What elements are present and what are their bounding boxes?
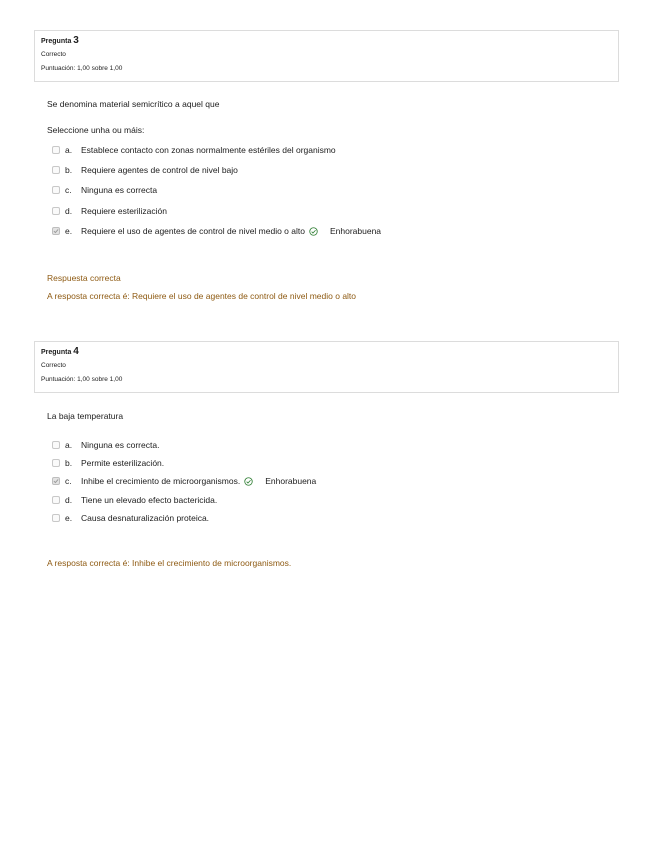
question-info-4 [34,341,619,393]
option-text: Tiene un elevado efecto bactericida. [81,495,218,505]
right-answer: A resposta correcta é: Requiere el uso de agentes de control de nivel medio o alto [47,291,357,301]
option-text: Requiere agentes de control de nivel bajo [81,165,238,175]
option-letter: c. [65,185,72,195]
question-number: 4 [73,346,79,357]
option-text: Ninguna es correcta [81,185,158,195]
question-state: Correcto [41,51,66,58]
checkbox[interactable] [52,146,60,154]
check-circle-icon [244,477,253,486]
option-text: Requiere el uso de agentes de control de nivel medio o alto [81,226,305,236]
option-text: Causa desnaturalización proteica. [81,513,210,523]
option-letter: d. [65,495,73,505]
question-text: La baja temperatura [47,411,124,421]
answer-option-c[interactable] [52,184,157,196]
checkbox[interactable] [52,441,60,449]
checkbox-checked[interactable] [52,227,60,235]
option-letter: a. [65,440,73,450]
question-state: Correcto [41,362,66,369]
answer-option-a[interactable] [52,439,159,451]
option-text: Permite esterilización. [81,458,165,468]
checkbox-checked[interactable] [52,477,60,485]
question-number: 3 [73,35,79,46]
checkbox[interactable] [52,496,60,504]
option-letter: b. [65,165,73,175]
answer-option-d[interactable] [52,494,217,506]
checkbox[interactable] [52,514,60,522]
question-text: Se denomina material semicrítico a aquel que [47,99,220,109]
question-grade: Puntuación: 1,00 sobre 1,00 [41,65,123,72]
general-feedback: Respuesta correcta [47,273,121,283]
answer-feedback: Enhorabuena [329,226,382,236]
answer-option-a[interactable] [52,144,336,156]
option-letter: c. [65,476,72,486]
option-letter: d. [65,206,73,216]
check-circle-icon [309,227,318,236]
question-info-3 [34,30,619,82]
option-letter: e. [65,226,73,236]
option-text: Requiere esterilización [81,206,167,216]
checkbox[interactable] [52,207,60,215]
answer-feedback: Enhorabuena [265,476,317,486]
option-letter: a. [65,145,73,155]
checkmark-icon [53,228,59,234]
answer-option-c[interactable] [52,475,316,487]
checkmark-icon [53,478,59,484]
answer-option-b[interactable] [52,164,238,176]
question-title: Pregunta 4 [41,346,79,357]
option-text: Ninguna es correcta. [81,440,160,450]
option-text: Establece contacto con zonas normalmente estériles del organismo [81,145,336,155]
right-answer: A resposta correcta é: Inhibe el crecimiento de microorganismos. [47,558,292,568]
option-letter: b. [65,458,73,468]
checkbox[interactable] [52,186,60,194]
answer-prompt: Seleccione unha ou máis: [47,125,145,135]
answer-option-e[interactable] [52,512,209,524]
question-grade: Puntuación: 1,00 sobre 1,00 [41,376,123,383]
option-letter: e. [65,513,73,523]
checkbox[interactable] [52,459,60,467]
option-text: Inhibe el crecimiento de microorganismos. [81,476,241,486]
answer-option-d[interactable] [52,205,167,217]
answer-option-e[interactable] [52,225,381,237]
question-title: Pregunta 3 [41,35,79,46]
checkbox[interactable] [52,166,60,174]
answer-option-b[interactable] [52,457,164,469]
